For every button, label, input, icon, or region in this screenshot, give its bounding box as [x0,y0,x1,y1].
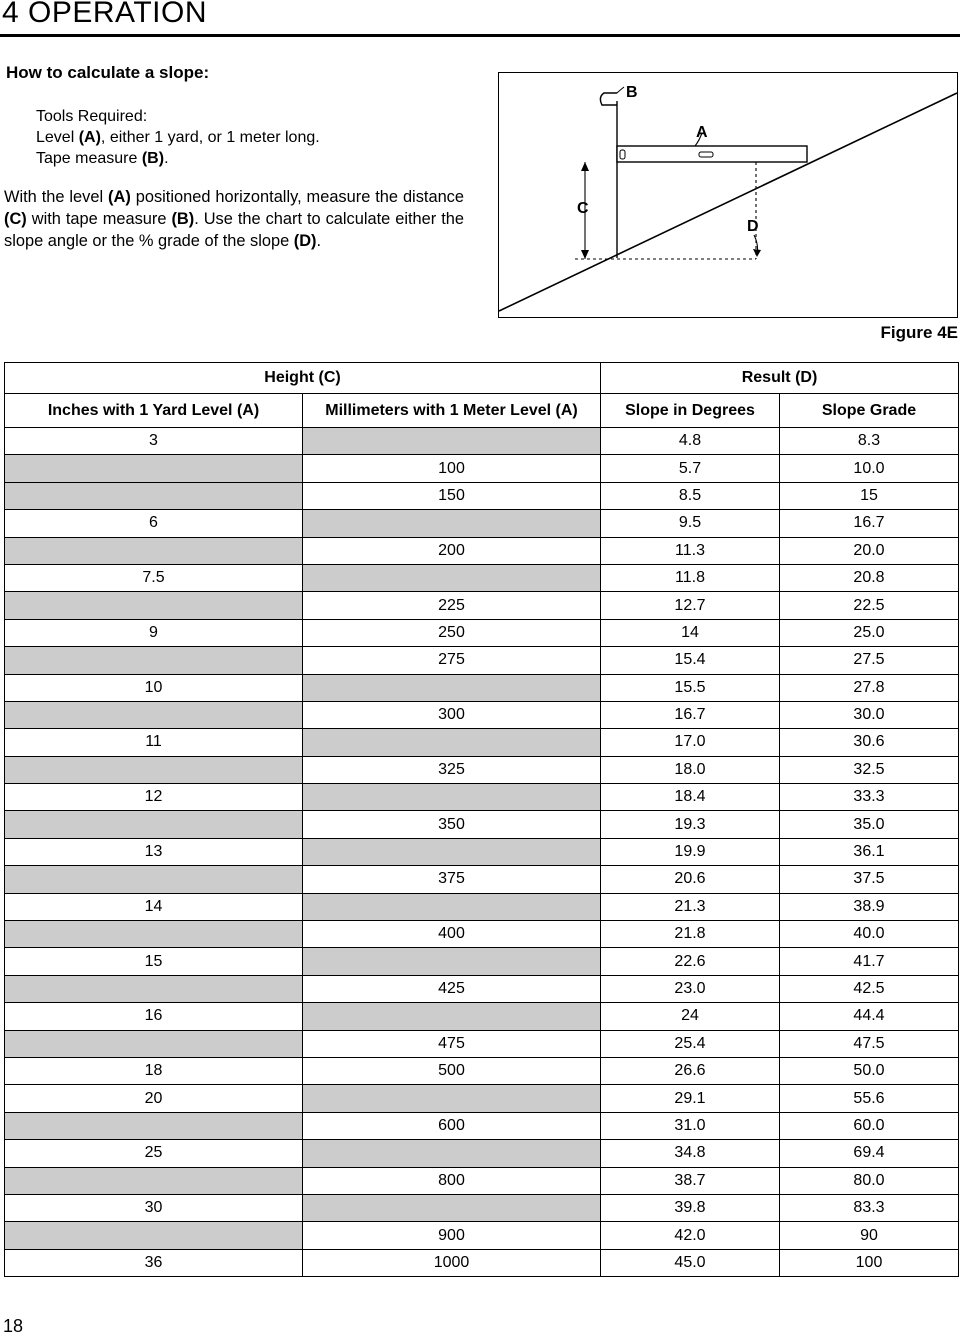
table-cell: 19.3 [601,811,780,838]
table-cell [303,838,601,865]
table-cell: 40.0 [780,921,959,948]
table-row [5,975,959,1002]
table-cell: 35.0 [780,811,959,838]
table-cell [5,701,303,728]
d-arrow [753,249,761,257]
table-cell: 8.5 [601,482,780,509]
table-cell [5,1167,303,1194]
chapter-title: 4 OPERATION [2,0,207,29]
table-cell: 39.8 [601,1194,780,1221]
slope-line [499,93,957,311]
table-cell: 22.6 [601,948,780,975]
table-cell: 100 [780,1249,959,1276]
table-cell: 22.5 [780,592,959,619]
table-cell: 14 [601,619,780,646]
table-cell [5,1222,303,1249]
table-cell: 36 [5,1249,303,1276]
table-cell [303,948,601,975]
table-cell [5,455,303,482]
table-cell: 34.8 [601,1140,780,1167]
table-row [5,838,959,865]
column-header-millimeters: Millimeters with 1 Meter Level (A) [303,394,601,428]
table-cell: 50.0 [780,1057,959,1084]
table-cell [303,1003,601,1030]
table-cell: 9 [5,619,303,646]
table-cell: 20.6 [601,866,780,893]
table-row [5,592,959,619]
table-cell: 4.8 [601,428,780,455]
table-cell: 400 [303,921,601,948]
table-cell: 350 [303,811,601,838]
table-cell: 16 [5,1003,303,1030]
table-row [5,510,959,537]
table-cell: 500 [303,1057,601,1084]
table-row [5,1112,959,1139]
table-cell [303,510,601,537]
page-header [0,0,960,37]
height-group-header: Height (C) [5,363,601,394]
table-cell [303,1085,601,1112]
table-cell: 300 [303,701,601,728]
table-cell: 475 [303,1030,601,1057]
table-cell: 16.7 [601,701,780,728]
table-cell: 15.4 [601,647,780,674]
table-cell: 29.1 [601,1085,780,1112]
section-title: How to calculate a slope: [6,63,210,82]
tools-line-3: Tape measure (B). [36,150,169,167]
table-row [5,428,959,455]
table-row [5,784,959,811]
table-row [5,756,959,783]
table-row [5,537,959,564]
table-cell [5,756,303,783]
table-cell [303,729,601,756]
table-cell: 11.3 [601,537,780,564]
table-row [5,619,959,646]
page-number: 18 [3,1316,24,1336]
table-cell: 800 [303,1167,601,1194]
table-cell: 16.7 [780,510,959,537]
table-cell [5,1112,303,1139]
table-cell: 10.0 [780,455,959,482]
table-row [5,1167,959,1194]
slope-diagram [498,72,958,318]
label-d: D [747,218,759,235]
table-cell: 44.4 [780,1003,959,1030]
table-cell: 24 [601,1003,780,1030]
table-row [5,729,959,756]
table-cell [303,784,601,811]
column-header-inches: Inches with 1 Yard Level (A) [5,394,303,428]
table-row [5,701,959,728]
table-cell: 17.0 [601,729,780,756]
table-cell: 31.0 [601,1112,780,1139]
table-cell: 47.5 [780,1030,959,1057]
table-cell: 21.3 [601,893,780,920]
table-cell: 600 [303,1112,601,1139]
table-cell: 14 [5,893,303,920]
c-arrow-bottom [581,250,589,259]
table-row [5,1030,959,1057]
table-cell: 30.6 [780,729,959,756]
table-cell [5,921,303,948]
table-row [5,811,959,838]
table-cell [5,537,303,564]
table-cell: 19.9 [601,838,780,865]
table-cell: 12.7 [601,592,780,619]
table-cell: 25.4 [601,1030,780,1057]
table-cell: 5.7 [601,455,780,482]
table-cell [303,893,601,920]
table-cell: 375 [303,866,601,893]
table-body [5,428,959,1277]
table-cell: 25.0 [780,619,959,646]
table-cell: 8.3 [780,428,959,455]
table-row [5,1085,959,1112]
table-cell: 42.0 [601,1222,780,1249]
table-cell: 13 [5,838,303,865]
table-cell [303,674,601,701]
table-cell: 30.0 [780,701,959,728]
table-cell: 60.0 [780,1112,959,1139]
table-cell: 83.3 [780,1194,959,1221]
table-row [5,455,959,482]
table-cell: 20 [5,1085,303,1112]
table-cell: 55.6 [780,1085,959,1112]
column-header-grade: Slope Grade [780,394,959,428]
table-row [5,1003,959,1030]
table-cell [303,1194,601,1221]
table-cell: 275 [303,647,601,674]
table-cell: 200 [303,537,601,564]
table-cell: 15 [780,482,959,509]
table-cell [303,564,601,591]
table-cell: 10 [5,674,303,701]
table-cell: 41.7 [780,948,959,975]
table-cell [5,811,303,838]
table-cell [5,975,303,1002]
table-row [5,921,959,948]
label-b: B [626,84,638,101]
table-cell: 425 [303,975,601,1002]
table-cell: 7.5 [5,564,303,591]
table-cell: 11 [5,729,303,756]
table-cell: 18.0 [601,756,780,783]
table-row [5,647,959,674]
table-cell: 42.5 [780,975,959,1002]
table-cell: 25 [5,1140,303,1167]
table-cell: 80.0 [780,1167,959,1194]
table-cell: 100 [303,455,601,482]
table-row [5,1194,959,1221]
table-cell [303,1140,601,1167]
table-cell [5,592,303,619]
table-cell: 20.0 [780,537,959,564]
result-group-header: Result (D) [601,363,959,394]
slope-diagram-svg [499,73,959,319]
tools-required-block [36,106,320,169]
table-cell: 225 [303,592,601,619]
table-cell: 30 [5,1194,303,1221]
table-cell: 27.5 [780,647,959,674]
table-cell [303,428,601,455]
instructions-paragraph: With the level (A) positioned horizontally, measure the distance (C) with tape measure (B). Use the chart to calculate either the slope angle or the % grade of the slope (D). [4,188,464,250]
label-c: C [577,200,589,217]
table-cell [5,482,303,509]
table-cell: 90 [780,1222,959,1249]
table-cell [5,647,303,674]
table-cell [5,866,303,893]
table-cell: 21.8 [601,921,780,948]
table-cell: 23.0 [601,975,780,1002]
table-cell: 33.3 [780,784,959,811]
column-header-degrees: Slope in Degrees [601,394,780,428]
table-cell: 45.0 [601,1249,780,1276]
table-row [5,674,959,701]
table-cell: 69.4 [780,1140,959,1167]
table-cell: 36.1 [780,838,959,865]
table-cell: 38.9 [780,893,959,920]
table-row [5,948,959,975]
table-cell: 9.5 [601,510,780,537]
table-row [5,1140,959,1167]
table-cell: 15 [5,948,303,975]
table-cell: 1000 [303,1249,601,1276]
tools-line-1: Tools Required: [36,108,148,125]
table-cell: 18 [5,1057,303,1084]
table-cell: 32.5 [780,756,959,783]
table-cell: 150 [303,482,601,509]
table-cell: 6 [5,510,303,537]
table-cell: 325 [303,756,601,783]
table-row [5,893,959,920]
table-row [5,482,959,509]
table-row [5,1057,959,1084]
table-cell: 27.8 [780,674,959,701]
label-a: A [696,124,708,141]
tape-hook-icon [600,93,617,105]
c-arrow-top [581,162,589,171]
table-cell: 15.5 [601,674,780,701]
table-cell: 3 [5,428,303,455]
table-cell: 26.6 [601,1057,780,1084]
table-cell: 900 [303,1222,601,1249]
table-cell: 250 [303,619,601,646]
tools-line-2: Level (A), either 1 yard, or 1 meter long. [36,129,320,146]
table-row [5,1222,959,1249]
b-leader [617,87,624,93]
table-row [5,866,959,893]
table-cell: 20.8 [780,564,959,591]
table-cell [5,1030,303,1057]
slope-chart-table [4,362,959,1277]
table-cell: 12 [5,784,303,811]
table-cell: 38.7 [601,1167,780,1194]
table-cell: 18.4 [601,784,780,811]
table-cell: 11.8 [601,564,780,591]
figure-caption: Figure 4E [880,323,958,342]
table-cell: 37.5 [780,866,959,893]
table-row [5,1249,959,1276]
level-body [617,146,807,162]
table-row [5,564,959,591]
